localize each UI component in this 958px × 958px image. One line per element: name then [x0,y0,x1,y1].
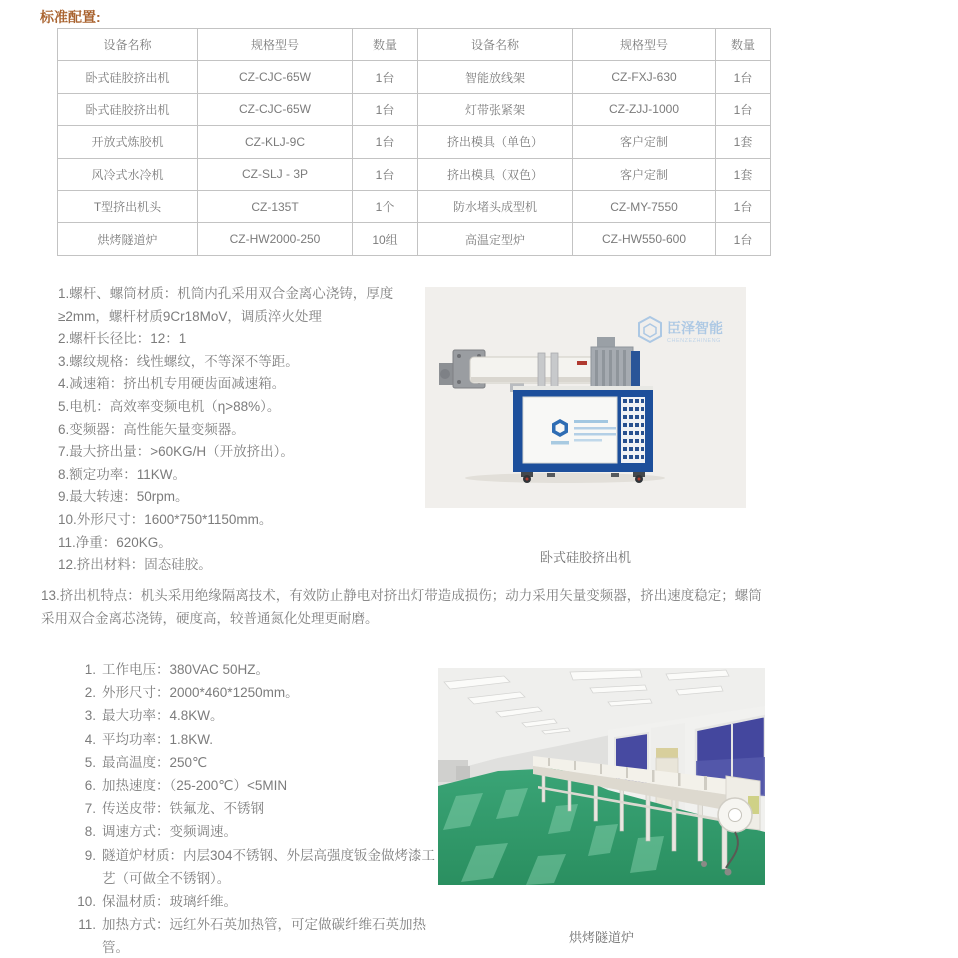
spec-text: 外形尺寸：2000*460*1250mm。 [102,685,299,701]
spec-item [70,681,450,704]
table-cell: 灯带张紧架 [418,93,573,125]
spec-text: 调速方式：变频调速。 [102,824,237,840]
table-cell: CZ-135T [198,190,353,222]
table-cell: 客户定制 [573,126,716,158]
table-header-cell: 规格型号 [573,29,716,61]
table-cell: 开放式炼胶机 [58,126,198,158]
spec-number: 1. [84,662,96,677]
spec-item [70,728,450,751]
spec-item [70,751,450,774]
spec-item: 10.外形尺寸：1600*750*1150mm。 [58,511,273,527]
spec-item: 3.螺纹规格：线性螺纹，不等深不等距。 [58,353,299,369]
table-cell: 高温定型炉 [418,223,573,255]
table-cell: 1台 [716,190,771,222]
spec-number: 8. [84,824,96,840]
table-cell: 1台 [353,61,418,93]
table-row [58,93,771,125]
page-title: 标准配置: [40,9,101,25]
table-cell: 1台 [353,126,418,158]
tunnel-oven-illustration [438,668,765,885]
spec-number: 4. [84,731,96,747]
spec-item: 8.额定功率：11KW。 [58,466,187,482]
spec-text: 隧道炉材质：内层304不锈钢、外层高强度钣金做烤漆工艺（可做全不锈钢）。 [102,847,436,886]
table-cell: 挤出模具（单色） [418,126,573,158]
spec-item: 7.最大挤出量：>60KG/H（开放挤出）。 [58,444,294,460]
spec-item [70,774,450,797]
spec-number: 6. [84,778,96,794]
table-cell: 卧式硅胶挤出机 [58,61,198,93]
config-table-body [58,61,771,255]
extruder-machine-illustration [425,287,746,508]
table-cell: CZ-CJC-65W [198,93,353,125]
table-cell: 客户定制 [573,158,716,190]
spec-text: 加热方式：远红外石英加热管，可定做碳纤维石英加热管。 [102,917,426,956]
table-header-cell: 设备名称 [418,29,573,61]
spec-number: 7. [84,801,96,817]
extruder-product-image [425,287,746,508]
spec-item [70,844,450,890]
table-cell: CZ-HW550-600 [573,223,716,255]
spec-item: 5.电机：高效率变频电机（η>88%）。 [58,398,281,414]
extruder-image-caption: 卧式硅胶挤出机 [539,550,631,565]
spec-item: 1.螺杆、螺筒材质：机筒内孔采用双合金离心浇铸，厚度≥2mm，螺杆材质9Cr18MoV，调质淬火处理 [58,286,394,324]
table-header-cell: 设备名称 [58,29,198,61]
spec-number: 10. [77,894,96,910]
table-cell: CZ-KLJ-9C [198,126,353,158]
table-cell: CZ-HW2000-250 [198,223,353,255]
table-cell: CZ-CJC-65W [198,61,353,93]
spec-text: 工作电压：380VAC 50HZ。 [102,662,270,677]
table-row [58,61,771,93]
table-cell: 智能放线架 [418,61,573,93]
extruder-specs-list [58,283,426,577]
table-row [58,126,771,158]
spec-number: 3. [84,708,96,724]
spec-number: 2. [84,685,96,701]
table-cell: CZ-SLJ - 3P [198,158,353,190]
table-cell: 1台 [716,223,771,255]
table-cell: 10组 [353,223,418,255]
spec-item: 11.净重：620KG。 [58,534,172,550]
table-row [58,223,771,255]
table-cell: 1台 [716,93,771,125]
oven-image-caption: 烘烤隧道炉 [568,930,634,945]
table-cell: 烘烤隧道炉 [58,223,198,255]
spec-item [70,704,450,727]
table-cell: 1台 [353,93,418,125]
spec-text: 保温材质：玻璃纤维。 [102,894,237,910]
spec-item: 2.螺杆长径比：12：1 [58,331,187,347]
spec-item [70,820,450,843]
spec-item [70,797,450,820]
spec-item: 12.挤出材料：固态硅胶。 [58,557,212,573]
table-cell: 卧式硅胶挤出机 [58,93,198,125]
spec-text: 最高温度：250℃ [102,754,208,770]
table-cell: T型挤出机头 [58,190,198,222]
table-header-row [58,29,771,61]
table-cell: 1个 [353,190,418,222]
table-header-cell: 规格型号 [198,29,353,61]
table-header-cell: 数量 [716,29,771,61]
table-cell: 1台 [716,61,771,93]
table-cell: 挤出模具（双色） [418,158,573,190]
spec-number: 5. [84,754,96,770]
config-table [57,28,771,256]
spec-number: 9. [84,847,96,863]
spec-item [70,890,450,913]
table-cell: CZ-FXJ-630 [573,61,716,93]
oven-product-image [438,668,765,885]
oven-specs-list [70,658,450,958]
table-cell: 风冷式水冷机 [58,158,198,190]
spec-number: 11. [78,917,96,933]
spec-item: 9.最大转速：50rpm。 [58,489,189,505]
spec-text: 最大功率：4.8KW。 [102,708,224,724]
table-header-cell: 数量 [353,29,418,61]
table-row [58,158,771,190]
table-cell: CZ-ZJJ-1000 [573,93,716,125]
spec-item [70,658,450,681]
table-cell: 1台 [353,158,418,190]
watermark-text: 臣泽智能 [667,320,723,336]
watermark-subtext: CHENZEZHINENG [667,338,721,344]
table-cell: 防水堵头成型机 [418,190,573,222]
spec-item [70,913,450,958]
spec-item: 4.减速箱：挤出机专用硬齿面减速箱。 [58,376,286,392]
spec-text: 平均功率：1.8KW. [102,731,214,747]
spec-text: 加热速度：（25-200℃）<5MIN [102,778,288,794]
spec-text: 传送皮带：铁氟龙、不锈钢 [102,801,264,817]
spec-item: 6.变频器：高性能矢量变频器。 [58,421,245,437]
table-cell: 1套 [716,126,771,158]
extruder-feature-note: 13.挤出机特点：机头采用绝缘隔离技术，有效防止静电对挤出灯带造成损伤；动力采用矢量变频器，挤出速度稳定；螺筒采用双合金离芯浇铸，硬度高，较普通氮化处理更耐磨。 [41,588,762,626]
table-row [58,190,771,222]
table-cell: 1套 [716,158,771,190]
table-cell: CZ-MY-7550 [573,190,716,222]
